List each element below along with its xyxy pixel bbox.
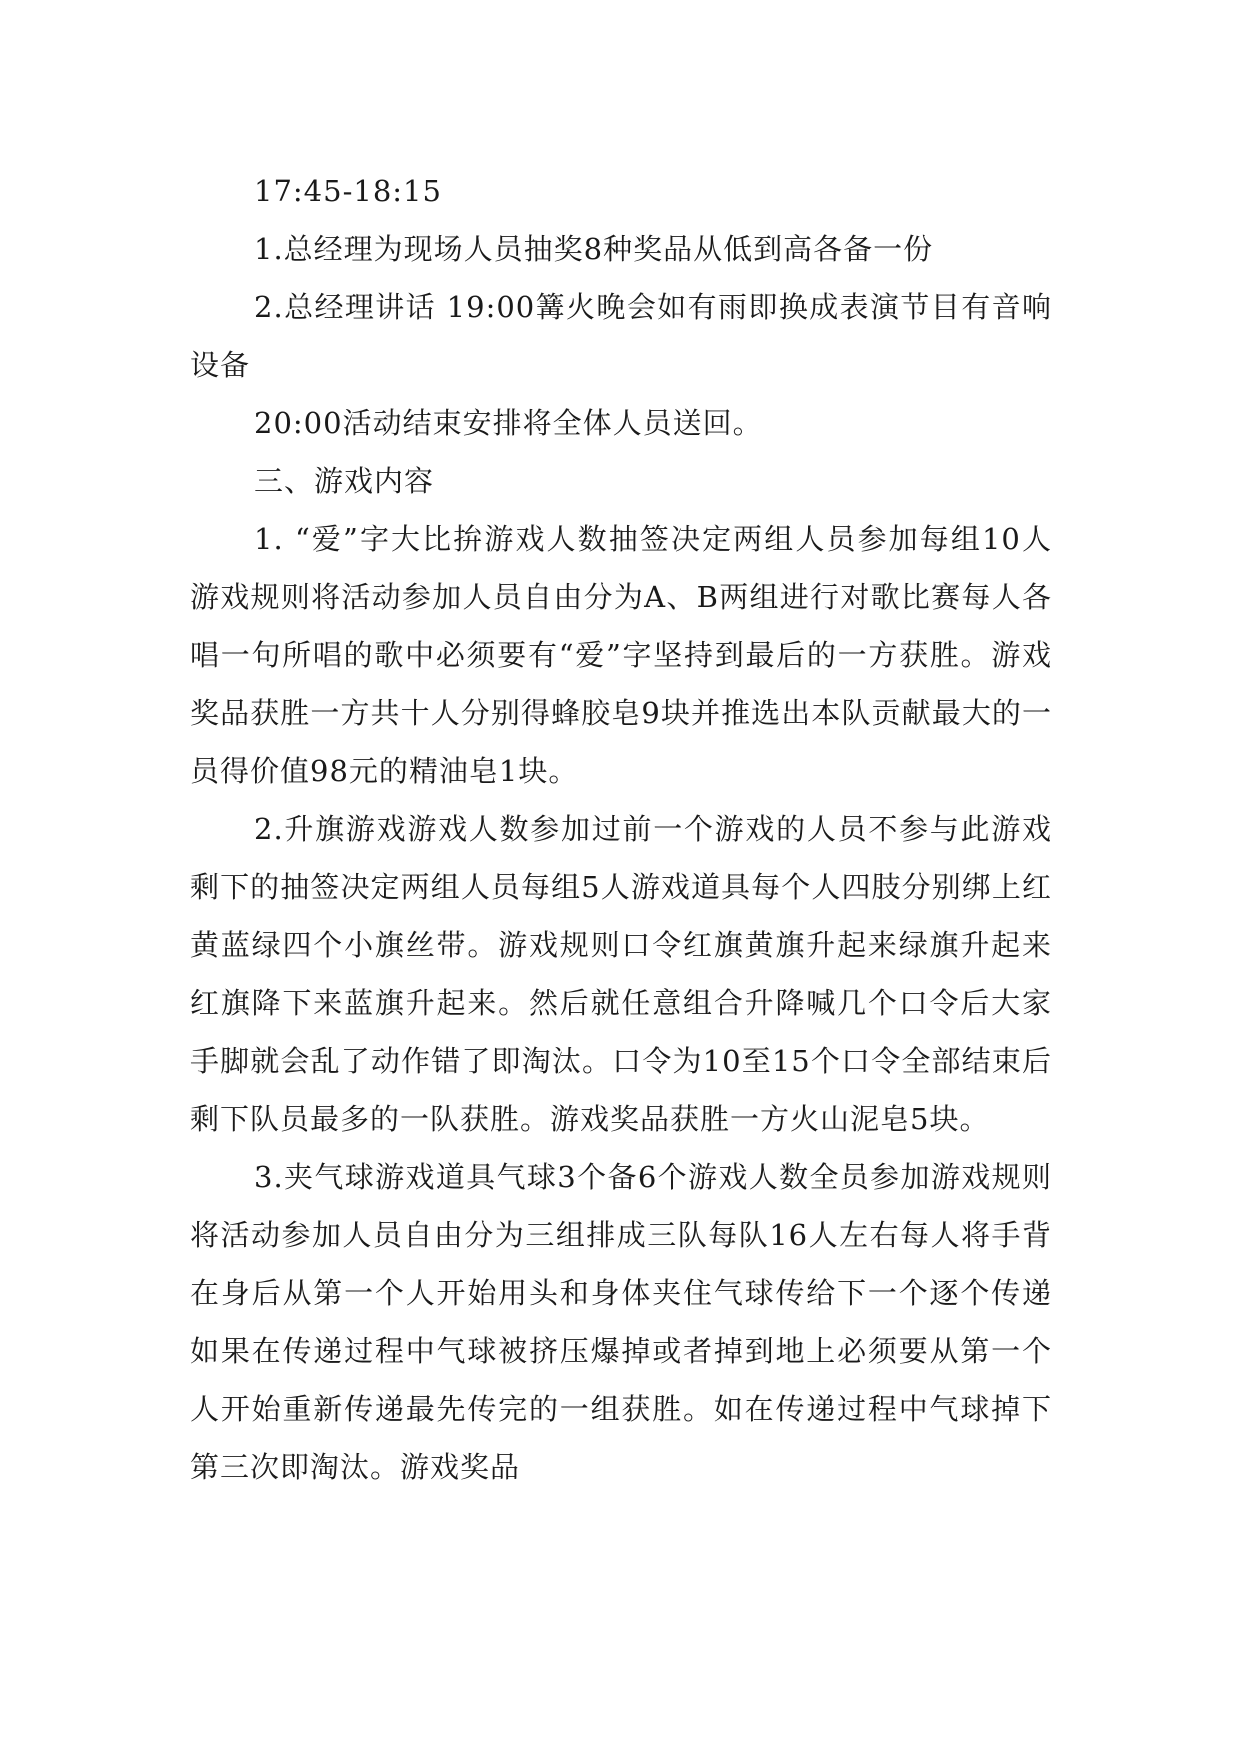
paragraph-game-1: 1. “爱”字大比拚游戏人数抽签决定两组人员参加每组10人游戏规则将活动参加人员自由分为A、B两组进行对歌比赛每人各唱一句所唱的歌中必须要有“爱”字坚持到最后的一方获胜。游戏奖品获胜一方共十人分别得蜂胶皂9块并推选出本队贡献最大的一员得价值98元的精油皂1块。 (190, 522, 1052, 788)
document-body (190, 162, 1052, 1496)
section-heading-game-content: 三、游戏内容 (254, 464, 435, 498)
paragraph-lottery: 1.总经理为现场人员抽奖8种奖品从低到高各备一份 (254, 232, 934, 266)
paragraph-time-slot: 17:45-18:15 (254, 174, 442, 208)
paragraph-speech: 2.总经理讲话 19:00篝火晚会如有雨即换成表演节目有音响设备 (190, 290, 1052, 382)
paragraph-game-2: 2.升旗游戏游戏人数参加过前一个游戏的人员不参与此游戏剩下的抽签决定两组人员每组5人游戏道具每个人四肢分别绑上红黄蓝绿四个小旗丝带。游戏规则口令红旗黄旗升起来绿旗升起来红旗降下来蓝旗升起来。然后就任意组合升降喊几个口令后大家手脚就会乱了动作错了即淘汰。口令为10至15个口令全部结束后剩下队员最多的一队获胜。游戏奖品获胜一方火山泥皂5块。 (190, 812, 1052, 1136)
paragraph-activity-end: 20:00活动结束安排将全体人员送回。 (254, 406, 763, 440)
paragraph-game-3: 3.夹气球游戏道具气球3个备6个游戏人数全员参加游戏规则将活动参加人员自由分为三组排成三队每队16人左右每人将手背在身后从第一个人开始用头和身体夹住气球传给下一个逐个传递如果在传递过程中气球被挤压爆掉或者掉到地上必须要从第一个人开始重新传递最先传完的一组获胜。如在传递过程中气球掉下第三次即淘汰。游戏奖品 (190, 1160, 1052, 1484)
